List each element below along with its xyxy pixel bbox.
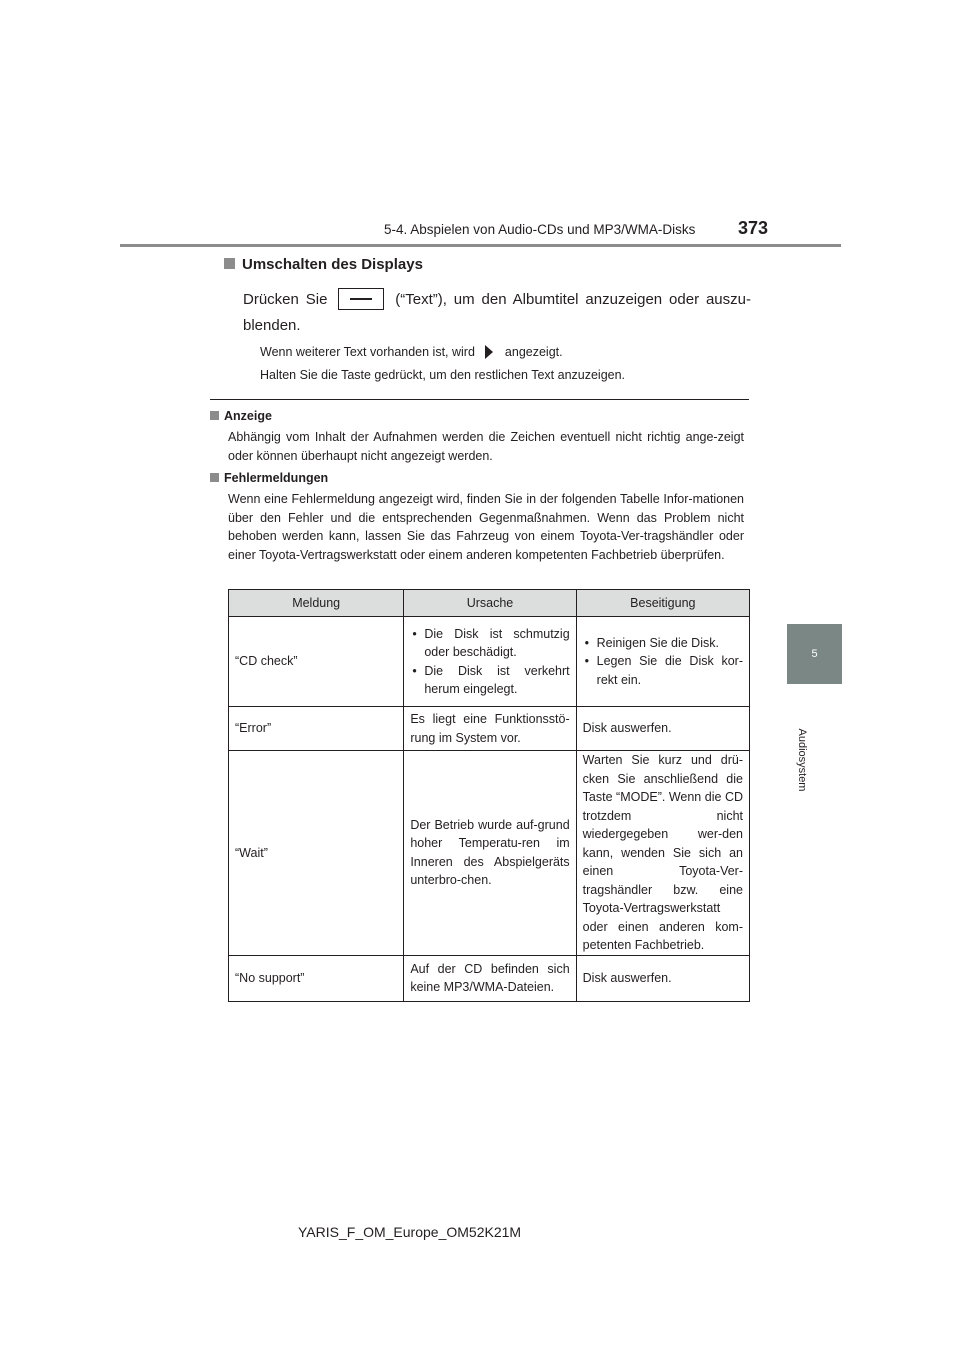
cell-meldung: “CD check”	[229, 617, 404, 707]
square-bullet-icon	[210, 473, 219, 482]
column-header: Ursache	[404, 590, 576, 617]
error-table	[228, 589, 750, 1002]
list-item: • Die Disk ist schmutzig oder beschädigt.	[410, 625, 569, 662]
chapter-label: Audiosystem	[796, 728, 808, 792]
note-more-text	[260, 345, 563, 359]
note1-before: Wenn weiterer Text vorhanden ist, wird	[260, 345, 475, 359]
square-bullet-icon	[210, 411, 219, 420]
document-id: YARIS_F_OM_Europe_OM52K21M	[298, 1224, 522, 1240]
section-heading-text: Umschalten des Displays	[242, 256, 423, 273]
table-row	[229, 707, 750, 751]
cell-meldung: “No support”	[229, 955, 404, 1001]
cell-meldung: “Error”	[229, 707, 404, 751]
list-item: • Legen Sie die Disk kor-rekt ein.	[583, 652, 743, 689]
table-row	[229, 617, 750, 707]
cell-ursache: Es liegt eine Funktionsstö-rung im System vor.	[404, 707, 576, 751]
section-divider	[210, 399, 749, 400]
para-text-before: Drücken Sie	[243, 291, 328, 308]
page-number: 373	[738, 218, 769, 238]
main-paragraph	[243, 287, 751, 339]
text-button-icon	[338, 288, 384, 310]
running-header-title: 5-4. Abspielen von Audio-CDs und MP3/WMA-Disks	[384, 222, 696, 237]
table-header-row	[229, 590, 750, 617]
note1-after: angezeigt.	[504, 345, 563, 359]
cell-beseitigung: Disk auswerfen.	[576, 707, 749, 751]
anzeige-heading	[210, 409, 272, 423]
anzeige-text: Abhängig vom Inhalt der Aufnahmen werden die Zeichen eventuell nicht richtig ange-zeigt oder können überhaupt nicht angezeigt werden.	[228, 430, 744, 463]
cell-ursache: Der Betrieb wurde auf-grund hoher Temperatu-ren im Inneren des Abspielgeräts unterbro-chen.	[404, 751, 576, 956]
arrow-right-icon	[485, 345, 493, 359]
cell-beseitigung	[576, 617, 749, 707]
chapter-number: 5	[811, 648, 818, 660]
chapter-tab	[787, 624, 842, 684]
fehler-heading	[210, 471, 328, 485]
list-item: • Reinigen Sie die Disk.	[583, 634, 743, 653]
section-heading	[224, 256, 423, 273]
table-row	[229, 955, 750, 1001]
para-text-after: (“Text”), um den Albumtitel anzuzeigen oder auszu-blenden.	[243, 291, 751, 334]
square-bullet-icon	[224, 258, 235, 269]
fehler-heading-text: Fehlermeldungen	[224, 471, 329, 485]
fehler-text: Wenn eine Fehlermeldung angezeigt wird, finden Sie in der folgenden Tabelle Infor-mationen über den Fehler und die entsprechenden Gegenmaßnahmen. Wenn das Problem nicht behoben werden kann, lassen Sie das Fahrzeug von einem Toyota-Ver-tragshändler oder einer Toyota-Vertragswerkstatt oder einem anderen kompetenten Fachbetrieb überprüfen.	[228, 492, 744, 562]
header-rule	[120, 244, 841, 247]
list-item: • Die Disk ist verkehrt herum eingelegt.	[410, 662, 569, 699]
cell-beseitigung: Disk auswerfen.	[576, 955, 749, 1001]
table-row	[229, 751, 750, 956]
anzeige-heading-text: Anzeige	[224, 409, 272, 423]
note-hold-button: Halten Sie die Taste gedrückt, um den restlichen Text anzuzeigen.	[260, 368, 626, 382]
cell-ursache: Auf der CD befinden sich keine MP3/WMA-Dateien.	[404, 955, 576, 1001]
cell-meldung: “Wait”	[229, 751, 404, 956]
cell-ursache	[404, 617, 576, 707]
column-header: Meldung	[229, 590, 404, 617]
cell-beseitigung: Warten Sie kurz und drü-cken Sie anschließend die Taste “MODE”. Wenn die CD trotzdem nicht wiedergegeben wer-den kann, wenden Sie sich an einen Toyota-Ver-tragshändler bzw. eine Toyota-Vertragswerkstatt oder einen anderen kom-petenten Fachbetrieb.	[576, 751, 749, 956]
column-header: Beseitigung	[576, 590, 749, 617]
